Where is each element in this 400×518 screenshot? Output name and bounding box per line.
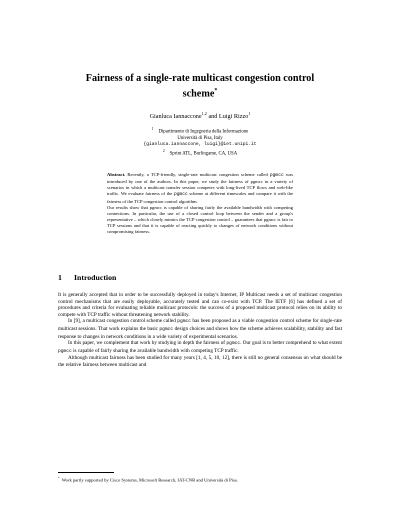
affiliation-org: Sprint ATL, Burlingame, CA, USA (169, 151, 238, 157)
title-text: Fairness of a single-rate multicast congestion control scheme (85, 73, 315, 100)
inline-code: pgmcc (173, 192, 188, 198)
body-paragraph (58, 340, 342, 355)
affiliation-mark: 2 (162, 149, 165, 154)
section-number: 1 (58, 273, 62, 282)
author-name: Luigi Rizzo (218, 113, 249, 121)
title-footnote-mark: * (214, 88, 218, 94)
body-text-span: is capable of fairly sharing the available bandwidth with competing TCP traffic. (73, 347, 239, 354)
affiliation-2 (100, 148, 300, 158)
body-text-span: . Our goal is to better comprehend to what extent (240, 340, 342, 347)
affiliation-city: Università di Pisa, Italy (177, 135, 223, 141)
abstract-text: scheme at different timescales and compare it with the fairness of the TCP congestion control algorithm. (107, 191, 294, 204)
affiliations (100, 126, 300, 158)
abstract-paragraph-2: Our results show that pgmcc is capable of sharing fairly the available bandwidth with competing connections. In particular, the use of a closed control loop between the sender and a group's representative – which closely mimics the TCP congestion control – guarantees that pgmcc is fair to TCP sessions and that it is capable of reacting quickly to changes of network conditions without compromising fairness. (107, 204, 293, 235)
inline-code: pgmcc (159, 326, 174, 332)
paper-title (70, 72, 330, 100)
abstract (107, 172, 293, 236)
affiliation-email: {gianluca.iannaccone, luigi}@iet.unipi.it (143, 142, 257, 147)
section-heading (58, 273, 116, 282)
affiliation-mark: 1 (151, 127, 154, 131)
affiliation-1 (100, 126, 300, 136)
abstract-text: was introduced by one of the authors. In this paper, we study the fairness of pgmcc in a variety of scenarios in which a multicast transfer session competes with long-lived TCP flows and web-like traffic. We evaluate fairness of the (107, 172, 294, 197)
author-affiliation-mark: 1 (248, 111, 251, 116)
inline-code: pgmcc (58, 348, 72, 354)
author-name: Gianluca Iannaccone (149, 113, 202, 121)
body-paragraph (58, 318, 342, 340)
footnote-rule (58, 472, 114, 473)
author-affiliation-mark: 1,2 (201, 111, 207, 116)
affiliation-dept: Dipartimento di Ingegneria della Informazione (158, 129, 249, 135)
body-paragraph: Although multicast fairness has been studied for many years [1, 4, 5, 10, 12], there is still no general consensus on what should be the relative fairness between multicast and (58, 355, 342, 368)
body-text-span: In this paper, we complement that work by studying in depth the fairness of (68, 340, 226, 347)
inline-code: pgmcc (269, 173, 284, 178)
abstract-label: Abstract. (107, 172, 126, 177)
section-title: Introduction (74, 273, 117, 282)
author-conjunction: and (208, 113, 218, 121)
footnote-text: Work partly supported by Cisco Systems, Microsoft Research, IAT-CNR and Università di Pisa. (61, 477, 238, 483)
body-text-span: has been proposed as a viable congestion control scheme for single-rate multicast sessions. That work explains the basic (58, 318, 342, 332)
footnote (58, 475, 342, 484)
author-line (60, 111, 340, 120)
abstract-paragraph-1 (107, 172, 293, 205)
inline-code: pgmcc (177, 319, 192, 325)
body-text-span: design choices and shows how the scheme achieves scalability, stability and fast response to changes in network conditions in a wide variety of experimental scenarios. (58, 325, 343, 340)
body-paragraph: It is generally accepted that in order to be successfully deployed in today's Internet, IP Multicast needs a set of multicast congestion control mechanisms that are easily deployable, accurately tested and can co-exist with TCP. The IETF [6] has defined a set of procedures and criteria for evaluating reliable multicast protocols: the success of a proposed multicast protocol relies on its ability to compete with TCP traffic without threatening network stability. (58, 292, 342, 318)
inline-code: pgmcc (226, 341, 241, 347)
body-text-span: In [9], a multicast congestion control scheme called (68, 318, 176, 325)
body-text (58, 292, 342, 369)
footnote-mark: * (58, 476, 60, 480)
abstract-text: Recently, a TCP-friendly, single-rate multicast congestion scheme called (127, 172, 268, 177)
